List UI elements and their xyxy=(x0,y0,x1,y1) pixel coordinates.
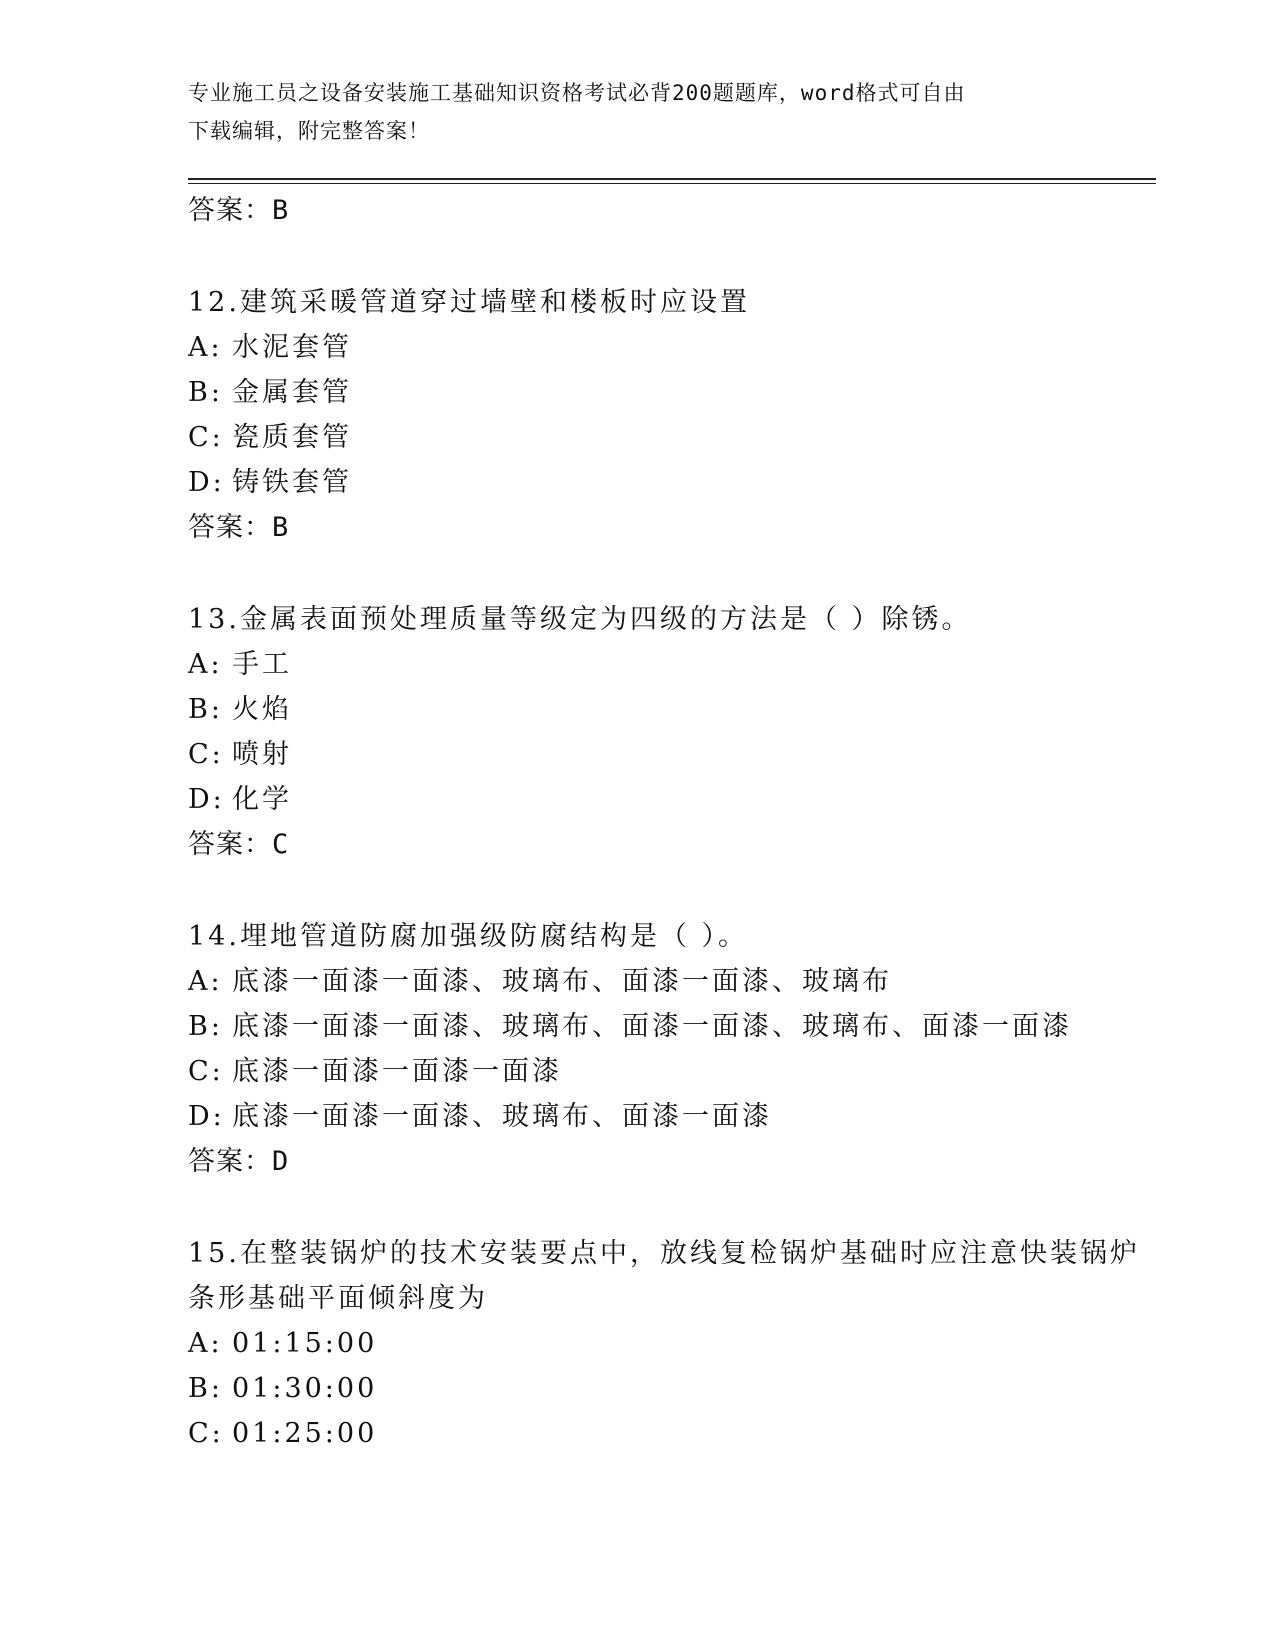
question-stem: 13.金属表面预处理质量等级定为四级的方法是（ ）除锈。 xyxy=(188,604,972,635)
question-15 xyxy=(188,1231,1148,1456)
option-text: 底漆一面漆一面漆、玻璃布、面漆一面漆、玻璃布 xyxy=(232,966,892,997)
option-letter: A: xyxy=(188,649,223,680)
option-letter: C: xyxy=(188,1056,224,1087)
option-c xyxy=(188,415,1148,460)
option-letter: B: xyxy=(188,1373,223,1404)
option-letter: A: xyxy=(188,966,223,997)
document-header xyxy=(188,74,1088,150)
option-a xyxy=(188,325,1148,370)
option-text: 底漆一面漆一面漆、玻璃布、面漆一面漆 xyxy=(232,1101,772,1132)
option-letter: D: xyxy=(188,467,225,498)
answer-label: 答案：D xyxy=(188,1146,290,1177)
question-12 xyxy=(188,280,1148,551)
option-letter: B: xyxy=(188,377,223,408)
option-b xyxy=(188,1366,1148,1411)
answer-label: 答案：C xyxy=(188,829,290,860)
option-d xyxy=(188,777,1148,822)
option-text: 01:30:00 xyxy=(232,1373,378,1404)
option-letter: B: xyxy=(188,1011,223,1042)
option-c xyxy=(188,1411,1148,1456)
option-text: 水泥套管 xyxy=(232,332,352,363)
option-letter: D: xyxy=(188,784,225,815)
header-line-1: 专业施工员之设备安装施工基础知识资格考试必背200题题库，word格式可自由 xyxy=(188,81,966,105)
option-a xyxy=(188,642,1148,687)
question-stem: 14.埋地管道防腐加强级防腐结构是（ ）。 xyxy=(188,921,749,952)
question-list xyxy=(188,188,1148,1456)
option-text: 瓷质套管 xyxy=(232,422,352,453)
question-stem: 12.建筑采暖管道穿过墙壁和楼板时应设置 xyxy=(188,287,750,318)
option-b xyxy=(188,687,1148,732)
option-letter: A: xyxy=(188,1328,223,1359)
option-text: 化学 xyxy=(232,784,292,815)
option-text: 手工 xyxy=(232,649,292,680)
option-letter: B: xyxy=(188,694,223,725)
option-text: 喷射 xyxy=(232,739,292,770)
option-c xyxy=(188,732,1148,777)
option-a xyxy=(188,1321,1148,1366)
header-line-2: 下载编辑，附完整答案！ xyxy=(188,119,430,143)
option-letter: A: xyxy=(188,332,223,363)
answer-label: 答案：B xyxy=(188,512,290,543)
header-rule-thick xyxy=(188,178,1156,180)
option-c xyxy=(188,1049,1148,1094)
question-14 xyxy=(188,914,1148,1185)
option-letter: C: xyxy=(188,422,224,453)
option-text: 金属套管 xyxy=(232,377,352,408)
option-b xyxy=(188,1004,1148,1049)
option-text: 底漆一面漆一面漆、玻璃布、面漆一面漆、玻璃布、面漆一面漆 xyxy=(232,1011,1072,1042)
option-text: 01:25:00 xyxy=(232,1418,378,1449)
previous-answer: 答案：B xyxy=(188,195,290,226)
question-13 xyxy=(188,597,1148,868)
option-text: 火焰 xyxy=(232,694,292,725)
option-letter: C: xyxy=(188,739,224,770)
option-letter: D: xyxy=(188,1101,225,1132)
option-b xyxy=(188,370,1148,415)
option-a xyxy=(188,959,1148,1004)
option-text: 铸铁套管 xyxy=(232,467,352,498)
option-letter: C: xyxy=(188,1418,224,1449)
option-text: 01:15:00 xyxy=(232,1328,378,1359)
option-d xyxy=(188,460,1148,505)
option-text: 底漆一面漆一面漆一面漆 xyxy=(232,1056,562,1087)
question-stem: 15.在整装锅炉的技术安装要点中，放线复检锅炉基础时应注意快装锅炉条形基础平面倾斜度为 xyxy=(188,1238,1140,1314)
option-d xyxy=(188,1094,1148,1139)
header-rule-thin xyxy=(188,183,1156,184)
